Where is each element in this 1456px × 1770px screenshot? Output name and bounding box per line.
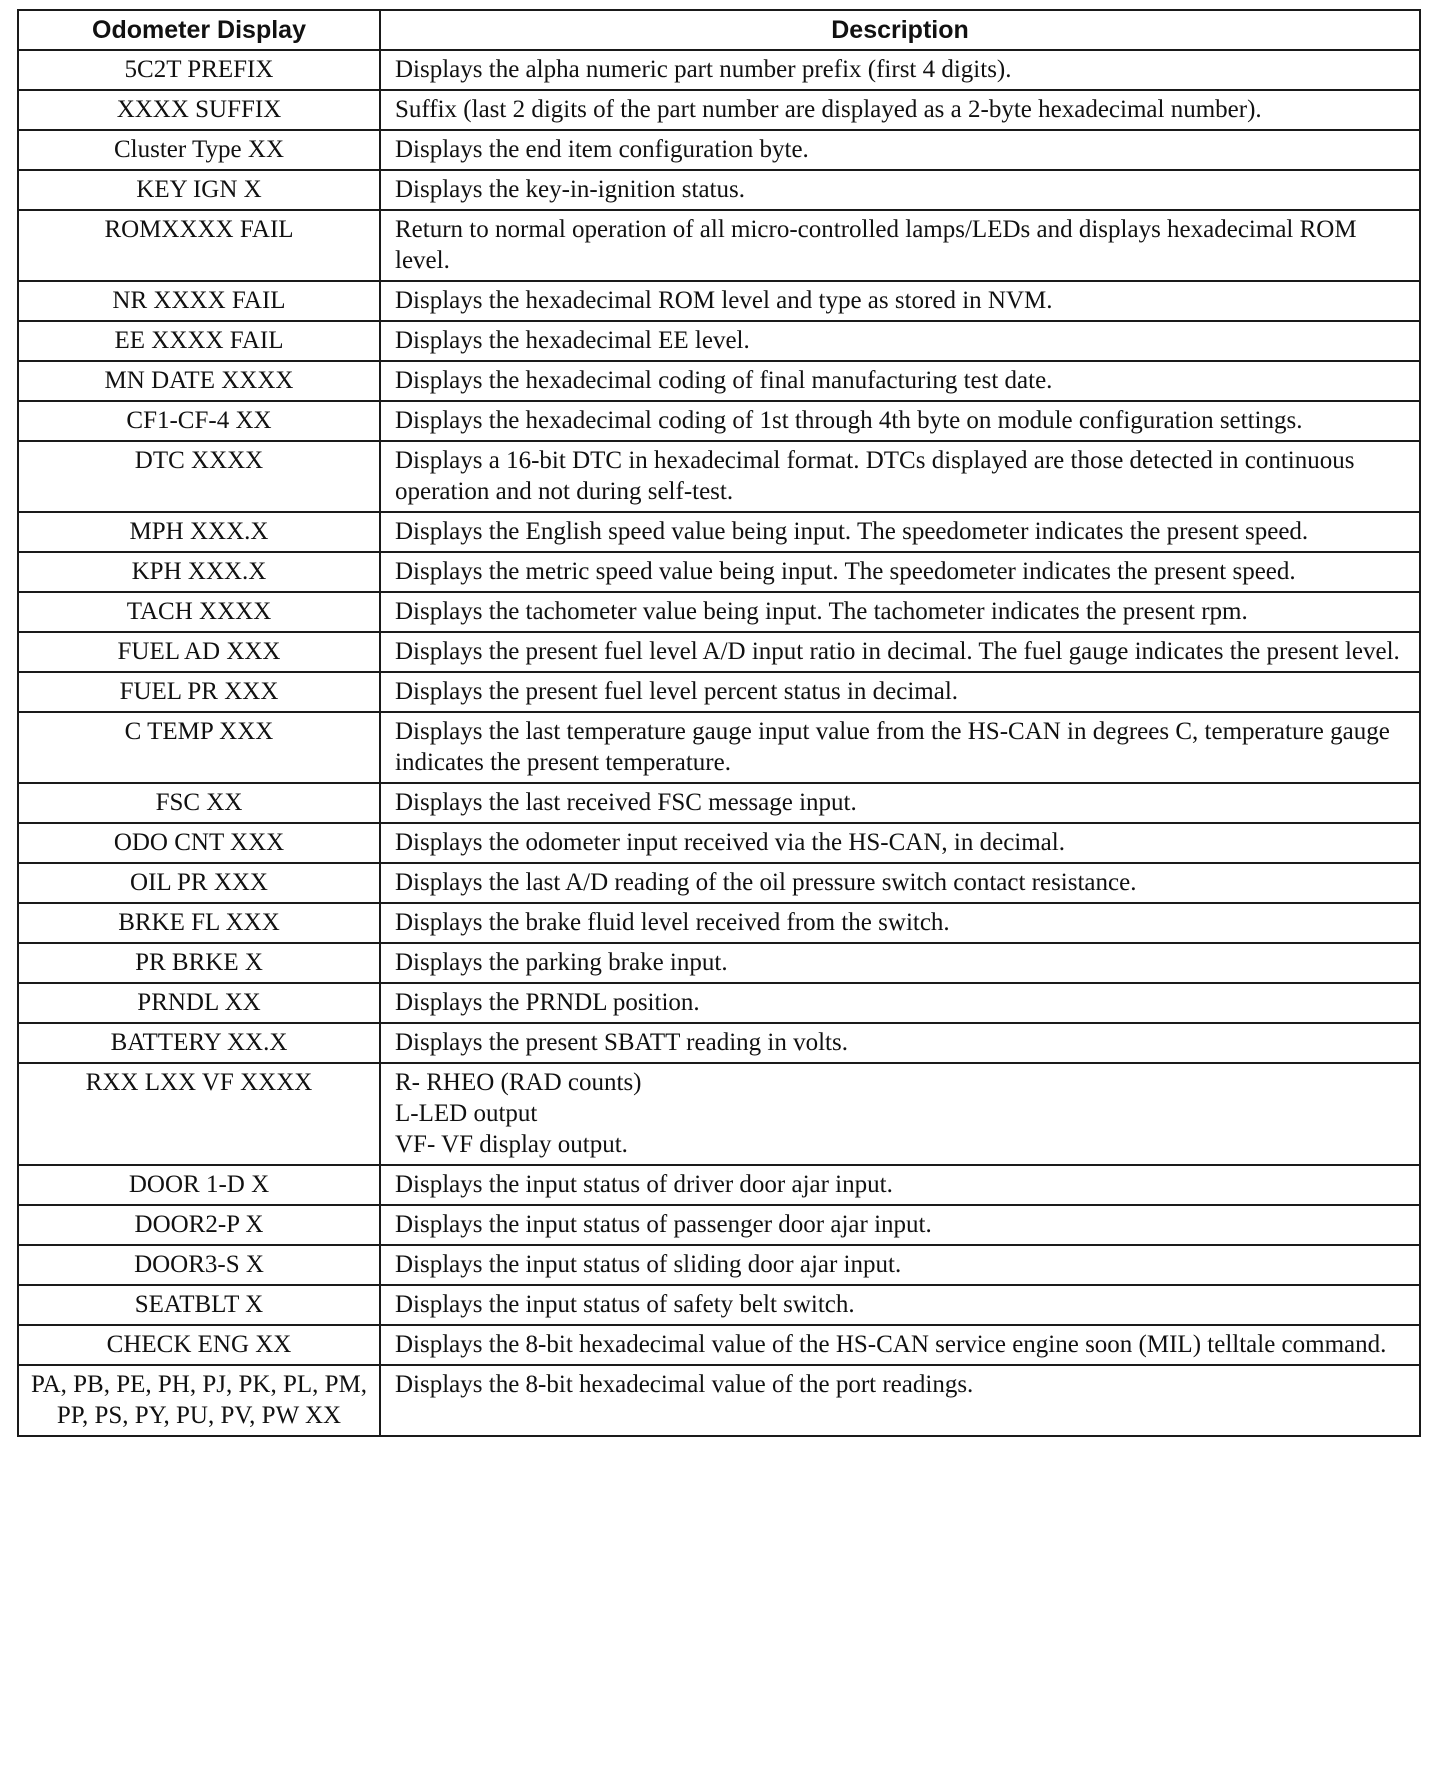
- odometer-display-cell: CF1-CF-4 XX: [18, 401, 380, 441]
- odometer-display-cell: KPH XXX.X: [18, 552, 380, 592]
- description-cell: Displays the hexadecimal coding of 1st through 4th byte on module configuration settings.: [380, 401, 1420, 441]
- table-row: [18, 1023, 1420, 1063]
- table-row: [18, 903, 1420, 943]
- description-cell: Displays the present fuel level percent status in decimal.: [380, 672, 1420, 712]
- table-header-row: [18, 10, 1420, 50]
- table-row: [18, 823, 1420, 863]
- description-cell: Displays the end item configuration byte.: [380, 130, 1420, 170]
- table-row: [18, 1365, 1420, 1436]
- description-cell: Displays the last received FSC message input.: [380, 783, 1420, 823]
- description-cell: Displays the English speed value being input. The speedometer indicates the present speed.: [380, 512, 1420, 552]
- odometer-display-cell: DOOR2-P X: [18, 1205, 380, 1245]
- table-row: [18, 170, 1420, 210]
- description-cell: Displays the tachometer value being input. The tachometer indicates the present rpm.: [380, 592, 1420, 632]
- description-cell: Displays the input status of sliding door ajar input.: [380, 1245, 1420, 1285]
- description-cell: Displays the PRNDL position.: [380, 983, 1420, 1023]
- table-row: [18, 552, 1420, 592]
- description-cell: Displays the last A/D reading of the oil pressure switch contact resistance.: [380, 863, 1420, 903]
- description-cell: Displays the 8-bit hexadecimal value of the port readings.: [380, 1365, 1420, 1436]
- table-row: [18, 210, 1420, 281]
- odometer-display-cell: MN DATE XXXX: [18, 361, 380, 401]
- description-cell: Displays the metric speed value being input. The speedometer indicates the present speed.: [380, 552, 1420, 592]
- table-row: [18, 130, 1420, 170]
- description-cell: Displays the odometer input received via the HS-CAN, in decimal.: [380, 823, 1420, 863]
- table-row: [18, 943, 1420, 983]
- odometer-display-table-container: [17, 9, 1419, 1437]
- table-row: [18, 401, 1420, 441]
- odometer-display-cell: ODO CNT XXX: [18, 823, 380, 863]
- column-header-odometer-display: Odometer Display: [18, 10, 380, 50]
- description-cell: Displays the hexadecimal ROM level and type as stored in NVM.: [380, 281, 1420, 321]
- odometer-display-cell: DTC XXXX: [18, 441, 380, 512]
- odometer-display-cell: OIL PR XXX: [18, 863, 380, 903]
- table-row: [18, 1285, 1420, 1325]
- odometer-display-cell: KEY IGN X: [18, 170, 380, 210]
- table-row: [18, 1325, 1420, 1365]
- odometer-display-cell: DOOR 1-D X: [18, 1165, 380, 1205]
- description-cell: Displays the hexadecimal coding of final manufacturing test date.: [380, 361, 1420, 401]
- description-cell: R- RHEO (RAD counts) L-LED output VF- VF display output.: [380, 1063, 1420, 1165]
- table-row: [18, 632, 1420, 672]
- description-cell: Displays the parking brake input.: [380, 943, 1420, 983]
- description-cell: Displays the input status of safety belt switch.: [380, 1285, 1420, 1325]
- odometer-display-cell: FUEL AD XXX: [18, 632, 380, 672]
- table-row: [18, 1063, 1420, 1165]
- odometer-display-cell: MPH XXX.X: [18, 512, 380, 552]
- table-row: [18, 1245, 1420, 1285]
- table-row: [18, 1205, 1420, 1245]
- description-cell: Displays the input status of driver door ajar input.: [380, 1165, 1420, 1205]
- table-row: [18, 863, 1420, 903]
- description-cell: Displays the key-in-ignition status.: [380, 170, 1420, 210]
- table-row: [18, 512, 1420, 552]
- table-row: [18, 983, 1420, 1023]
- odometer-display-cell: BATTERY XX.X: [18, 1023, 380, 1063]
- odometer-display-cell: DOOR3-S X: [18, 1245, 380, 1285]
- description-cell: Displays the last temperature gauge input value from the HS-CAN in degrees C, temperature gauge indicates the present temperature.: [380, 712, 1420, 783]
- odometer-display-cell: NR XXXX FAIL: [18, 281, 380, 321]
- odometer-display-cell: TACH XXXX: [18, 592, 380, 632]
- odometer-display-cell: ROMXXXX FAIL: [18, 210, 380, 281]
- table-row: [18, 321, 1420, 361]
- description-cell: Displays the brake fluid level received from the switch.: [380, 903, 1420, 943]
- table-row: [18, 783, 1420, 823]
- odometer-display-cell: PA, PB, PE, PH, PJ, PK, PL, PM, PP, PS, PY, PU, PV, PW XX: [18, 1365, 380, 1436]
- table-row: [18, 712, 1420, 783]
- table-row: [18, 361, 1420, 401]
- table-row: [18, 281, 1420, 321]
- odometer-display-cell: EE XXXX FAIL: [18, 321, 380, 361]
- table-row: [18, 90, 1420, 130]
- odometer-display-cell: 5C2T PREFIX: [18, 50, 380, 90]
- description-cell: Displays the 8-bit hexadecimal value of the HS-CAN service engine soon (MIL) telltale command.: [380, 1325, 1420, 1365]
- odometer-display-cell: CHECK ENG XX: [18, 1325, 380, 1365]
- description-cell: Displays the input status of passenger door ajar input.: [380, 1205, 1420, 1245]
- description-cell: Return to normal operation of all micro-controlled lamps/LEDs and displays hexadecimal ROM level.: [380, 210, 1420, 281]
- description-cell: Displays the alpha numeric part number prefix (first 4 digits).: [380, 50, 1420, 90]
- description-cell: Displays the hexadecimal EE level.: [380, 321, 1420, 361]
- description-cell: Displays the present SBATT reading in volts.: [380, 1023, 1420, 1063]
- odometer-display-cell: BRKE FL XXX: [18, 903, 380, 943]
- description-cell: Displays the present fuel level A/D input ratio in decimal. The fuel gauge indicates the present level.: [380, 632, 1420, 672]
- odometer-display-cell: PRNDL XX: [18, 983, 380, 1023]
- odometer-display-cell: XXXX SUFFIX: [18, 90, 380, 130]
- odometer-display-cell: FUEL PR XXX: [18, 672, 380, 712]
- description-cell: Suffix (last 2 digits of the part number are displayed as a 2-byte hexadecimal number).: [380, 90, 1420, 130]
- table-row: [18, 50, 1420, 90]
- odometer-display-cell: C TEMP XXX: [18, 712, 380, 783]
- table-row: [18, 441, 1420, 512]
- odometer-display-cell: PR BRKE X: [18, 943, 380, 983]
- table-row: [18, 592, 1420, 632]
- table-row: [18, 1165, 1420, 1205]
- odometer-display-cell: SEATBLT X: [18, 1285, 380, 1325]
- column-header-description: Description: [380, 10, 1420, 50]
- odometer-display-table: [17, 9, 1421, 1437]
- odometer-display-cell: RXX LXX VF XXXX: [18, 1063, 380, 1165]
- odometer-display-cell: FSC XX: [18, 783, 380, 823]
- odometer-display-cell: Cluster Type XX: [18, 130, 380, 170]
- description-cell: Displays a 16-bit DTC in hexadecimal format. DTCs displayed are those detected in continuous operation and not during self-test.: [380, 441, 1420, 512]
- table-row: [18, 672, 1420, 712]
- table-body: [18, 50, 1420, 1436]
